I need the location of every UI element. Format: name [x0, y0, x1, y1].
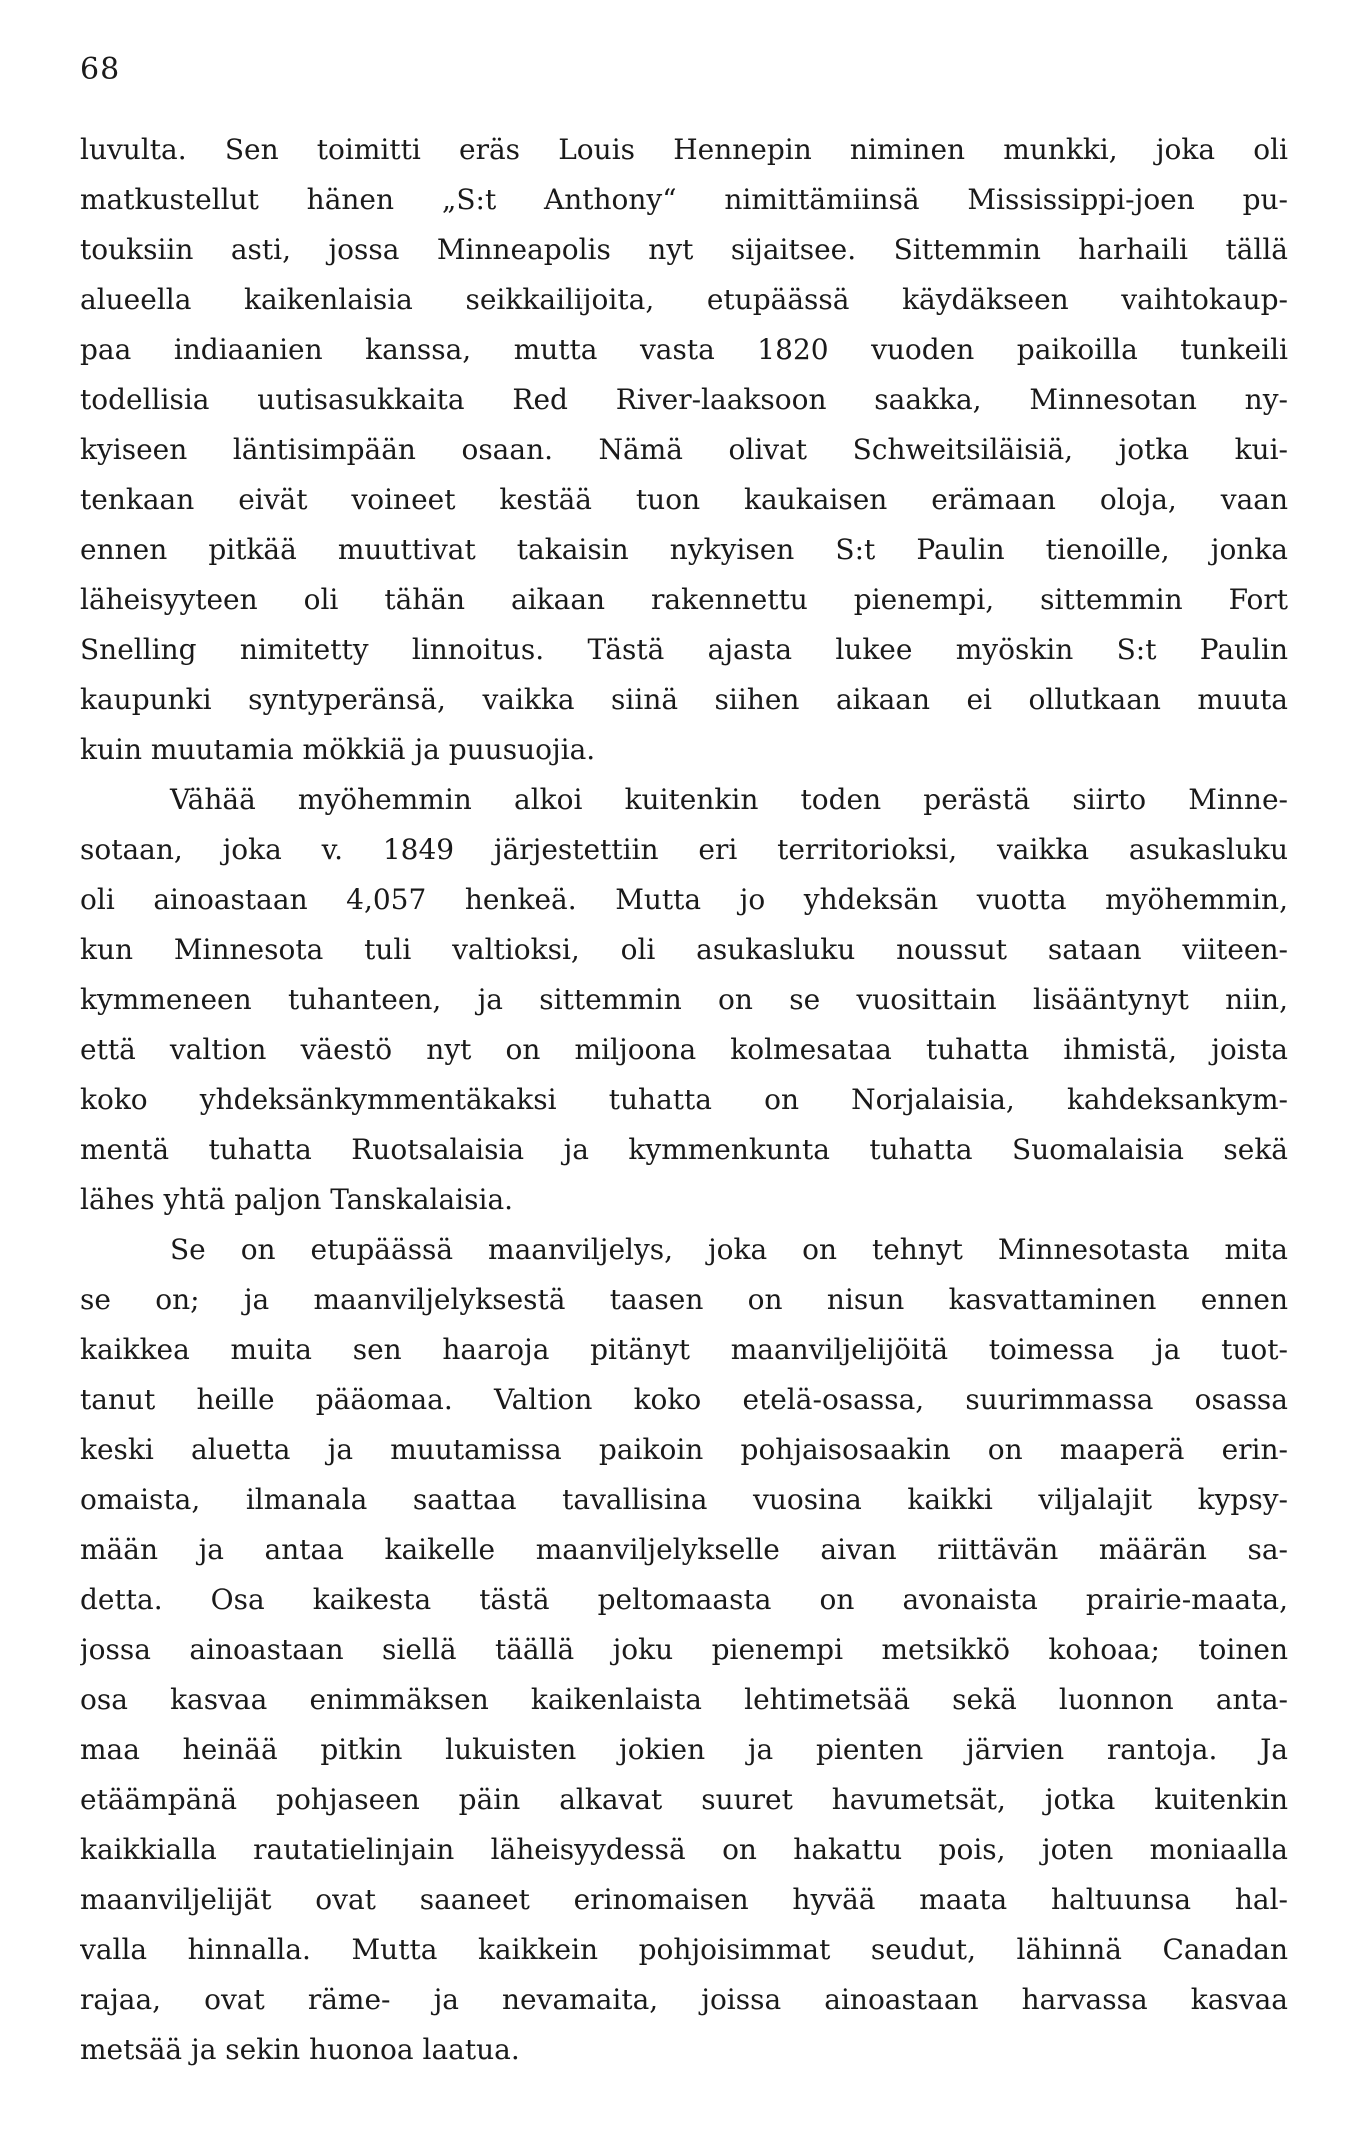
text-line: tenkaan eivät voineet kestää tuon kaukaisen erämaan oloja, vaan	[80, 483, 1288, 516]
text-line: metsää ja sekin huonoa laatua.	[80, 2033, 520, 2066]
text-line: sotaan, joka v. 1849 järjestettiin eri territorioksi, vaikka asukasluku	[80, 833, 1288, 866]
body-text	[80, 125, 1288, 2075]
text-line: oli ainoastaan 4,057 henkeä. Mutta jo yhdeksän vuotta myöhemmin,	[80, 883, 1288, 916]
text-line: että valtion väestö nyt on miljoona kolmesataa tuhatta ihmistä, joista	[80, 1033, 1288, 1066]
text-line: matkustellut hänen „S:t Anthony“ nimittämiinsä Mississippi-joen pu-	[80, 183, 1288, 216]
text-line: kun Minnesota tuli valtioksi, oli asukasluku noussut sataan viiteen-	[80, 933, 1288, 966]
text-line: paa indiaanien kanssa, mutta vasta 1820 vuoden paikoilla tunkeili	[80, 333, 1288, 366]
text-line: touksiin asti, jossa Minneapolis nyt sijaitsee. Sittemmin harhaili tällä	[80, 233, 1288, 266]
text-line: jossa ainoastaan siellä täällä joku pienempi metsikkö kohoaa; toinen	[80, 1633, 1288, 1666]
text-line: se on; ja maanviljelyksestä taasen on nisun kasvattaminen ennen	[80, 1283, 1288, 1316]
text-line: omaista, ilmanala saattaa tavallisina vuosina kaikki viljalajit kypsy-	[80, 1483, 1288, 1516]
text-line: todellisia uutisasukkaita Red River-laaksoon saakka, Minnesotan ny-	[80, 383, 1288, 416]
text-line: ennen pitkää muuttivat takaisin nykyisen S:t Paulin tienoille, jonka	[80, 533, 1288, 566]
text-line: detta. Osa kaikesta tästä peltomaasta on avonaista prairie-maata,	[80, 1583, 1288, 1616]
text-line: kaikkea muita sen haaroja pitänyt maanviljelijöitä toimessa ja tuot-	[80, 1333, 1288, 1366]
text-line: kuin muutamia mökkiä ja puusuojia.	[80, 733, 596, 766]
text-line: Snelling nimitetty linnoitus. Tästä ajasta lukee myöskin S:t Paulin	[80, 633, 1288, 666]
text-line: kaikkialla rautatielinjain läheisyydessä on hakattu pois, joten moniaalla	[80, 1833, 1288, 1866]
text-line: osa kasvaa enimmäksen kaikenlaista lehtimetsää sekä luonnon anta-	[80, 1683, 1288, 1716]
text-line: tanut heille pääomaa. Valtion koko etelä-osassa, suurimmassa osassa	[80, 1383, 1288, 1416]
text-line: etäämpänä pohjaseen päin alkavat suuret havumetsät, jotka kuitenkin	[80, 1783, 1288, 1816]
text-line: rajaa, ovat räme- ja nevamaita, joissa ainoastaan harvassa kasvaa	[80, 1983, 1288, 2016]
text-line: Se on etupäässä maanviljelys, joka on tehnyt Minnesotasta mita	[170, 1233, 1288, 1266]
text-line: maanviljelijät ovat saaneet erinomaisen hyvää maata haltuunsa hal-	[80, 1883, 1288, 1916]
text-line: kymmeneen tuhanteen, ja sittemmin on se vuosittain lisääntynyt niin,	[80, 983, 1288, 1016]
text-line: koko yhdeksänkymmentäkaksi tuhatta on Norjalaisia, kahdeksankym-	[80, 1083, 1288, 1116]
text-line: kyiseen läntisimpään osaan. Nämä olivat Schweitsiläisiä, jotka kui-	[80, 433, 1288, 466]
page-number: 68	[80, 52, 121, 87]
text-line: mentä tuhatta Ruotsalaisia ja kymmenkunta tuhatta Suomalaisia sekä	[80, 1133, 1288, 1166]
text-line: lähes yhtä paljon Tanskalaisia.	[80, 1183, 514, 1216]
text-line: maa heinää pitkin lukuisten jokien ja pienten järvien rantoja. Ja	[80, 1733, 1288, 1766]
text-line: alueella kaikenlaisia seikkailijoita, etupäässä käydäkseen vaihtokaup-	[80, 283, 1288, 316]
text-line: luvulta. Sen toimitti eräs Louis Hennepin niminen munkki, joka oli	[80, 133, 1288, 166]
text-line: keski aluetta ja muutamissa paikoin pohjaisosaakin on maaperä erin-	[80, 1433, 1288, 1466]
text-line: valla hinnalla. Mutta kaikkein pohjoisimmat seudut, lähinnä Canadan	[80, 1933, 1288, 1966]
text-line: kaupunki syntyperänsä, vaikka siinä siihen aikaan ei ollutkaan muuta	[80, 683, 1288, 716]
text-line: Vähää myöhemmin alkoi kuitenkin toden perästä siirto Minne-	[170, 783, 1288, 816]
text-line: läheisyyteen oli tähän aikaan rakennettu pienempi, sittemmin Fort	[80, 583, 1288, 616]
text-line: mään ja antaa kaikelle maanviljelykselle aivan riittävän määrän sa-	[80, 1533, 1288, 1566]
